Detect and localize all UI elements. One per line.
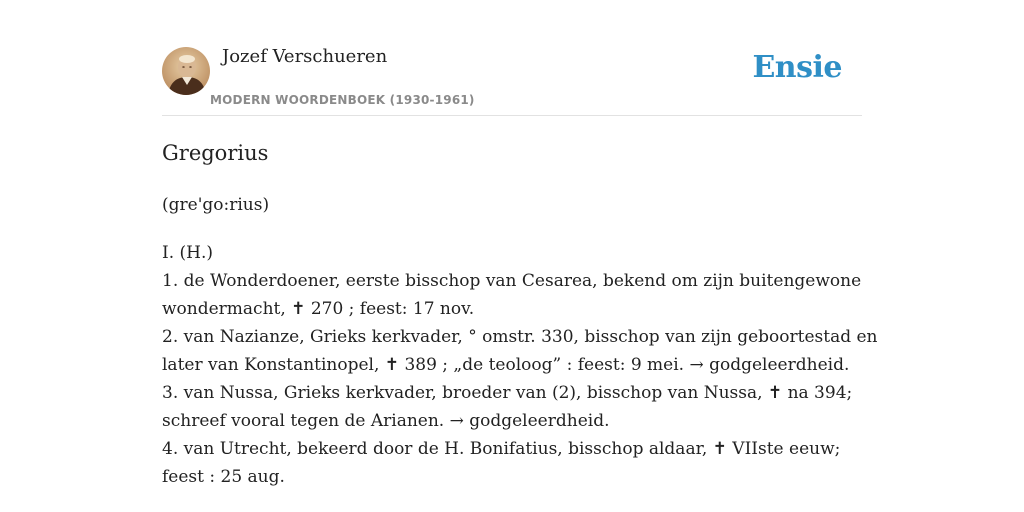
source-dictionary[interactable]: MODERN WOORDENBOEK (1930-1961) [210,93,475,107]
entry-title: Gregorius [162,141,269,165]
entry-pronunciation: (gre'go:rius) [162,195,270,215]
definition-line: 4. van Utrecht, bekeerd door de H. Bonifatius, bisschop aldaar, ✝ VIIste eeuw; [162,439,841,459]
definition-line: wondermacht, ✝ 270 ; feest: 17 nov. [162,299,475,319]
definition-line: schreef vooral tegen de Arianen. → godgeleerdheid. [162,411,610,431]
header-divider [162,115,862,116]
entry-definition [162,239,878,491]
ensie-logo[interactable]: Ensie [752,50,842,85]
definition-line: feest : 25 aug. [162,467,285,487]
definition-line: 1. de Wonderdoener, eerste bisschop van Cesarea, bekend om zijn buitengewone [162,271,862,291]
portrait-photo-icon [162,47,210,95]
definition-line: I. (H.) [162,243,214,263]
definition-line: later van Konstantinopel, ✝ 389 ; „de teoloog” : feest: 9 mei. → godgeleerdheid. [162,355,850,375]
author-name[interactable]: Jozef Verschueren [222,46,388,67]
definition-line: 2. van Nazianze, Grieks kerkvader, ° omstr. 330, bisschop van zijn geboortestad en [162,327,878,347]
author-avatar[interactable] [162,47,210,95]
definition-line: 3. van Nussa, Grieks kerkvader, broeder van (2), bisschop van Nussa, ✝ na 394; [162,383,853,403]
